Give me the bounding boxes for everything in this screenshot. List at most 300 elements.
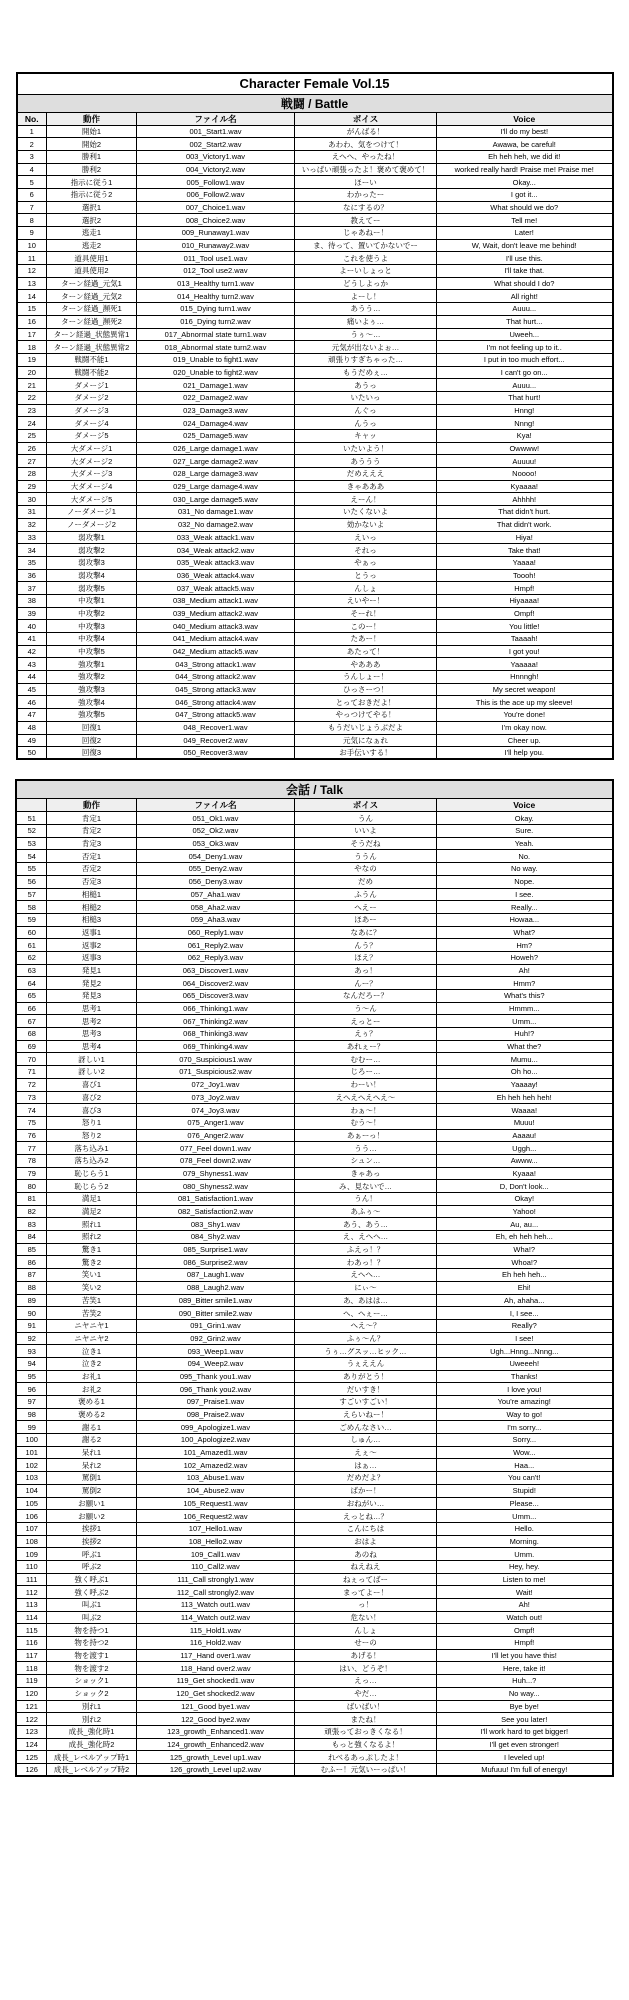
- voice-en-cell: Later!: [437, 227, 613, 240]
- table-row: [16, 1205, 612, 1218]
- table-row: [16, 1484, 612, 1497]
- voice-en-cell: Hey, hey.: [436, 1560, 612, 1573]
- table-row: [16, 1015, 612, 1028]
- filename-cell: 092_Grin2.wav: [136, 1332, 294, 1345]
- row-no-cell: 87: [16, 1269, 46, 1282]
- row-no-cell: 96: [16, 1383, 46, 1396]
- row-no-cell: 71: [16, 1066, 46, 1079]
- filename-cell: 072_Joy1.wav: [136, 1078, 294, 1091]
- action-cell: 肯定1: [46, 812, 136, 825]
- action-cell: 弱攻撃1: [47, 531, 137, 544]
- row-no-cell: 80: [16, 1180, 46, 1193]
- voice-jp-cell: あ、あはは…: [294, 1294, 436, 1307]
- table-row: [16, 1446, 612, 1459]
- voice-jp-cell: いたいっ: [295, 391, 437, 404]
- table-row: [16, 1294, 612, 1307]
- filename-cell: 049_Recover2.wav: [137, 734, 295, 747]
- row-no-cell: 46: [17, 696, 47, 709]
- voice-en-cell: Hiyaaaa!: [437, 594, 613, 607]
- row-no-cell: 113: [16, 1599, 46, 1612]
- voice-jp-cell: えへえへえへえ～: [294, 1091, 436, 1104]
- table-row: [17, 201, 613, 214]
- filename-cell: 083_Shy1.wav: [136, 1218, 294, 1231]
- voice-jp-cell: うんしょー！: [295, 671, 437, 684]
- voice-jp-cell: 危ない！: [294, 1611, 436, 1624]
- voice-en-cell: Okay...: [437, 176, 613, 189]
- action-cell: 戦闘不能1: [47, 353, 137, 366]
- row-no-cell: 59: [16, 913, 46, 926]
- voice-jp-cell: えぅ？: [294, 1028, 436, 1041]
- filename-cell: 011_Tool use1.wav: [137, 252, 295, 265]
- filename-cell: 123_growth_Enhanced1.wav: [136, 1725, 294, 1738]
- action-cell: 満足2: [46, 1205, 136, 1218]
- table-row: [16, 977, 612, 990]
- voice-jp-cell: むう～！: [294, 1116, 436, 1129]
- filename-cell: 125_growth_Level up1.wav: [136, 1751, 294, 1764]
- voice-en-cell: Auuu...: [437, 303, 613, 316]
- voice-jp-cell: にぃ～: [294, 1281, 436, 1294]
- action-cell: 成長_強化時2: [46, 1738, 136, 1751]
- action-cell: 成長_レベルアップ時2: [46, 1763, 136, 1776]
- voice-jp-cell: やあああ: [295, 658, 437, 671]
- table-row: [16, 875, 612, 888]
- row-no-cell: 28: [17, 468, 47, 481]
- table-row: [16, 1307, 612, 1320]
- table-row: [16, 1675, 612, 1688]
- voice-jp-cell: はぁ…: [294, 1459, 436, 1472]
- action-cell: 思考3: [46, 1028, 136, 1041]
- action-cell: ターン経過_瀕死1: [47, 303, 137, 316]
- action-cell: 逃走2: [47, 239, 137, 252]
- action-cell: 褒める1: [46, 1396, 136, 1409]
- voice-jp-cell: 頑張りすぎちゃった…: [295, 353, 437, 366]
- filename-cell: 073_Joy2.wav: [136, 1091, 294, 1104]
- voice-en-cell: Umm...: [436, 1510, 612, 1523]
- voice-jp-cell: ほえ？: [294, 951, 436, 964]
- voice-jp-cell: よーいしょっと: [295, 265, 437, 278]
- voice-jp-cell: えらいねー！: [294, 1408, 436, 1421]
- voice-en-cell: Howaa...: [436, 913, 612, 926]
- voice-jp-cell: あふぅ～: [294, 1205, 436, 1218]
- filename-cell: 077_Feel down1.wav: [136, 1142, 294, 1155]
- row-no-cell: 31: [17, 506, 47, 519]
- row-no-cell: 60: [16, 926, 46, 939]
- filename-cell: 045_Strong attack3.wav: [137, 683, 295, 696]
- action-cell: 中攻撃1: [47, 594, 137, 607]
- action-cell: 別れ2: [46, 1713, 136, 1726]
- action-cell: 返事1: [46, 926, 136, 939]
- voice-jp-cell: ふぅ～ん？: [294, 1332, 436, 1345]
- filename-cell: 036_Weak attack4.wav: [137, 569, 295, 582]
- table-row: [17, 252, 613, 265]
- voice-en-cell: Thanks!: [436, 1370, 612, 1383]
- voice-jp-cell: ほあー: [294, 913, 436, 926]
- action-cell: 返事2: [46, 939, 136, 952]
- voice-jp-cell: せーの: [294, 1637, 436, 1650]
- voice-jp-cell: あうっ: [295, 379, 437, 392]
- voice-jp-cell: うん！: [294, 1193, 436, 1206]
- filename-cell: 019_Unable to fight1.wav: [137, 353, 295, 366]
- action-cell: 罵倒1: [46, 1472, 136, 1485]
- filename-cell: 108_Hello2.wav: [136, 1535, 294, 1548]
- action-cell: 訝しい2: [46, 1066, 136, 1079]
- row-no-cell: 70: [16, 1053, 46, 1066]
- filename-cell: 048_Recover1.wav: [137, 721, 295, 734]
- action-cell: ショック2: [46, 1687, 136, 1700]
- voice-en-cell: Aaaau!: [436, 1129, 612, 1142]
- row-no-cell: 33: [17, 531, 47, 544]
- action-cell: ダメージ3: [47, 404, 137, 417]
- action-cell: 強く呼ぶ2: [46, 1586, 136, 1599]
- action-cell: 大ダメージ1: [47, 442, 137, 455]
- filename-cell: 006_Follow2.wav: [137, 188, 295, 201]
- action-cell: 弱攻撃5: [47, 582, 137, 595]
- row-no-cell: 84: [16, 1231, 46, 1244]
- voice-en-cell: Wow...: [436, 1446, 612, 1459]
- voice-en-cell: Hnng!: [437, 404, 613, 417]
- row-no-cell: 55: [16, 863, 46, 876]
- voice-en-cell: Yeah.: [436, 837, 612, 850]
- voice-en-cell: I got it...: [437, 188, 613, 201]
- filename-cell: 047_Strong attack5.wav: [137, 709, 295, 722]
- voice-en-cell: I'll work hard to get bigger!: [436, 1725, 612, 1738]
- row-no-cell: 74: [16, 1104, 46, 1117]
- voice-en-cell: Eh heh heh heh!: [436, 1091, 612, 1104]
- action-cell: 訝しい1: [46, 1053, 136, 1066]
- action-cell: 挨拶1: [46, 1522, 136, 1535]
- column-header-action: 動作: [47, 112, 137, 125]
- action-cell: 発見3: [46, 990, 136, 1003]
- voice-en-cell: Watch out!: [436, 1611, 612, 1624]
- filename-cell: 028_Large damage3.wav: [137, 468, 295, 481]
- voice-en-cell: You can't!: [436, 1472, 612, 1485]
- voice-en-cell: My secret weapon!: [437, 683, 613, 696]
- filename-cell: 043_Strong attack1.wav: [137, 658, 295, 671]
- filename-cell: 010_Runaway2.wav: [137, 239, 295, 252]
- filename-cell: 057_Aha1.wav: [136, 888, 294, 901]
- action-cell: 弱攻撃2: [47, 544, 137, 557]
- table-row: [17, 328, 613, 341]
- action-cell: 驚き2: [46, 1256, 136, 1269]
- table-row: [16, 1548, 612, 1561]
- voice-jp-cell: ほーい: [295, 176, 437, 189]
- row-no-cell: 24: [17, 417, 47, 430]
- voice-jp-cell: キャッ: [295, 430, 437, 443]
- table-row: [17, 442, 613, 455]
- voice-en-cell: Ah!: [436, 964, 612, 977]
- filename-cell: 101_Amazed1.wav: [136, 1446, 294, 1459]
- row-no-cell: 52: [16, 825, 46, 838]
- voice-en-cell: Oh ho...: [436, 1066, 612, 1079]
- voice-jp-cell: ごめんなさい…: [294, 1421, 436, 1434]
- voice-jp-cell: やっつけてやる！: [295, 709, 437, 722]
- table-row: [17, 480, 613, 493]
- table-row: [16, 1434, 612, 1447]
- filename-cell: 095_Thank you1.wav: [136, 1370, 294, 1383]
- voice-jp-cell: どうしよっか: [295, 277, 437, 290]
- filename-cell: 015_Dying turn1.wav: [137, 303, 295, 316]
- action-cell: 開始1: [47, 125, 137, 138]
- table-row: [16, 1586, 612, 1599]
- row-no-cell: 26: [17, 442, 47, 455]
- table-row: [17, 341, 613, 354]
- table-row: [16, 1700, 612, 1713]
- action-cell: 肯定3: [46, 837, 136, 850]
- row-no-cell: 73: [16, 1091, 46, 1104]
- voice-en-cell: Kya!: [437, 430, 613, 443]
- table-row: [17, 379, 613, 392]
- voice-en-cell: That didn't work.: [437, 518, 613, 531]
- row-no-cell: 45: [17, 683, 47, 696]
- voice-jp-cell: あわわ、気をつけて！: [295, 138, 437, 151]
- table-row: [16, 1167, 612, 1180]
- action-cell: ダメージ4: [47, 417, 137, 430]
- voice-jp-cell: なあに？: [294, 926, 436, 939]
- filename-cell: 085_Surprise1.wav: [136, 1243, 294, 1256]
- voice-jp-cell: いっぱい頑張ったよ！褒めて褒めて！: [295, 163, 437, 176]
- action-cell: 別れ1: [46, 1700, 136, 1713]
- action-cell: 否定1: [46, 850, 136, 863]
- action-cell: 選択1: [47, 201, 137, 214]
- voice-jp-cell: わぁ～！: [294, 1104, 436, 1117]
- voice-en-cell: All right!: [437, 290, 613, 303]
- filename-cell: 051_Ok1.wav: [136, 812, 294, 825]
- voice-jp-cell: やぁっ: [295, 556, 437, 569]
- table-row: [16, 1002, 612, 1015]
- voice-jp-cell: きゃあああ: [295, 480, 437, 493]
- voice-jp-cell: ねぇってばー: [294, 1573, 436, 1586]
- voice-jp-cell: えっとね…？: [294, 1510, 436, 1523]
- voice-jp-cell: まってよー！: [294, 1586, 436, 1599]
- table-row: [17, 607, 613, 620]
- voice-en-cell: Eh heh heh, we did it!: [437, 150, 613, 163]
- voice-jp-cell: えへへ、やったね！: [295, 150, 437, 163]
- filename-cell: 007_Choice1.wav: [137, 201, 295, 214]
- voice-jp-cell: 効かないよ: [295, 518, 437, 531]
- table-row: [16, 1713, 612, 1726]
- filename-cell: 017_Abnormal state turn1.wav: [137, 328, 295, 341]
- filename-cell: 046_Strong attack4.wav: [137, 696, 295, 709]
- row-no-cell: 100: [16, 1434, 46, 1447]
- voice-en-cell: I'll let you have this!: [436, 1649, 612, 1662]
- voice-jp-cell: うぅ…グスッ…ヒック…: [294, 1345, 436, 1358]
- action-cell: 道具使用2: [47, 265, 137, 278]
- voice-en-cell: Listen to me!: [436, 1573, 612, 1586]
- voice-jp-cell: うぅ～…: [295, 328, 437, 341]
- row-no-cell: 61: [16, 939, 46, 952]
- action-cell: 思考1: [46, 1002, 136, 1015]
- voice-jp-cell: んー？: [294, 977, 436, 990]
- voice-jp-cell: きゃあっ: [294, 1167, 436, 1180]
- filename-cell: 084_Shy2.wav: [136, 1231, 294, 1244]
- table-row: [16, 888, 612, 901]
- page-title: Character Female Vol.15: [17, 73, 613, 94]
- voice-jp-cell: えいやー！: [295, 594, 437, 607]
- talk-section-heading: 会話 / Talk: [16, 780, 612, 799]
- filename-cell: 074_Joy3.wav: [136, 1104, 294, 1117]
- talk-column-header-row: [16, 799, 612, 812]
- row-no-cell: 114: [16, 1611, 46, 1624]
- row-no-cell: 6: [17, 188, 47, 201]
- voice-jp-cell: あれぇー？: [294, 1040, 436, 1053]
- voice-jp-cell: あう、あう…: [294, 1218, 436, 1231]
- voice-en-cell: Uweeeh!: [436, 1357, 612, 1370]
- action-cell: ニヤニヤ1: [46, 1319, 136, 1332]
- row-no-cell: 90: [16, 1307, 46, 1320]
- voice-jp-cell: もっと強くなるよ！: [294, 1738, 436, 1751]
- row-no-cell: 107: [16, 1522, 46, 1535]
- filename-cell: 087_Laugh1.wav: [136, 1269, 294, 1282]
- voice-jp-cell: んうっ: [295, 417, 437, 430]
- filename-cell: 035_Weak attack3.wav: [137, 556, 295, 569]
- voice-jp-cell: え、えへへ…: [294, 1231, 436, 1244]
- filename-cell: 030_Large damage5.wav: [137, 493, 295, 506]
- table-row: [16, 1180, 612, 1193]
- table-row: [16, 1116, 612, 1129]
- voice-jp-cell: 教えてー: [295, 214, 437, 227]
- row-no-cell: 7: [17, 201, 47, 214]
- row-no-cell: 14: [17, 290, 47, 303]
- filename-cell: 042_Medium attack5.wav: [137, 645, 295, 658]
- voice-en-cell: Muuu!: [436, 1116, 612, 1129]
- row-no-cell: 106: [16, 1510, 46, 1523]
- action-cell: 発見1: [46, 964, 136, 977]
- voice-en-cell: Kyaaaa!: [437, 480, 613, 493]
- row-no-cell: 62: [16, 951, 46, 964]
- table-row: [16, 1078, 612, 1091]
- row-no-cell: 83: [16, 1218, 46, 1231]
- filename-cell: 064_Discover2.wav: [136, 977, 294, 990]
- talk-section-row: [16, 780, 612, 799]
- table-row: [17, 227, 613, 240]
- column-header-voice-en: Voice: [437, 112, 613, 125]
- action-cell: 照れ1: [46, 1218, 136, 1231]
- filename-cell: 104_Abuse2.wav: [136, 1484, 294, 1497]
- table-row: [17, 582, 613, 595]
- filename-cell: 082_Satisfaction2.wav: [136, 1205, 294, 1218]
- voice-jp-cell: 痛いよぅ…: [295, 315, 437, 328]
- voice-jp-cell: あげる！: [294, 1649, 436, 1662]
- voice-en-cell: Taaaah!: [437, 633, 613, 646]
- voice-jp-cell: わーい！: [294, 1078, 436, 1091]
- action-cell: 指示に従う2: [47, 188, 137, 201]
- voice-jp-cell: れべるあっぷしたよ！: [294, 1751, 436, 1764]
- row-no-cell: 89: [16, 1294, 46, 1307]
- action-cell: 相槌2: [46, 901, 136, 914]
- voice-jp-cell: そうだね: [294, 837, 436, 850]
- voice-jp-cell: とっておきだよ！: [295, 696, 437, 709]
- action-cell: お礼2: [46, 1383, 136, 1396]
- action-cell: 落ち込み2: [46, 1154, 136, 1167]
- voice-en-cell: Huh...?: [436, 1675, 612, 1688]
- action-cell: ノーダメージ2: [47, 518, 137, 531]
- row-no-cell: 78: [16, 1154, 46, 1167]
- table-row: [17, 594, 613, 607]
- voice-en-cell: I put in too much effort...: [437, 353, 613, 366]
- voice-jp-cell: っ！: [294, 1599, 436, 1612]
- voice-en-cell: Auuuu!: [437, 455, 613, 468]
- row-no-cell: 10: [17, 239, 47, 252]
- voice-jp-cell: えいっ: [295, 531, 437, 544]
- voice-en-cell: You're amazing!: [436, 1396, 612, 1409]
- voice-en-cell: Stupid!: [436, 1484, 612, 1497]
- voice-jp-cell: うぇええん: [294, 1357, 436, 1370]
- row-no-cell: 16: [17, 315, 47, 328]
- voice-jp-cell: う～ん: [294, 1002, 436, 1015]
- row-no-cell: 63: [16, 964, 46, 977]
- action-cell: 回復3: [47, 747, 137, 760]
- filename-cell: 107_Hello1.wav: [136, 1522, 294, 1535]
- voice-jp-cell: えぇ～: [294, 1446, 436, 1459]
- table-row: [16, 951, 612, 964]
- filename-cell: 038_Medium attack1.wav: [137, 594, 295, 607]
- row-no-cell: 120: [16, 1687, 46, 1700]
- table-row: [16, 1573, 612, 1586]
- filename-cell: 063_Discover1.wav: [136, 964, 294, 977]
- filename-cell: 041_Medium attack4.wav: [137, 633, 295, 646]
- voice-en-cell: Ehi!: [436, 1281, 612, 1294]
- row-no-cell: 50: [17, 747, 47, 760]
- battle-table-body: [17, 125, 613, 759]
- battle-section-heading: 戦闘 / Battle: [17, 94, 613, 112]
- row-no-cell: 13: [17, 277, 47, 290]
- voice-jp-cell: いたいよう！: [295, 442, 437, 455]
- table-row: [16, 1129, 612, 1142]
- action-cell: 思考4: [46, 1040, 136, 1053]
- filename-cell: 118_Hand over2.wav: [136, 1662, 294, 1675]
- voice-en-cell: Yaaaaa!: [437, 658, 613, 671]
- voice-en-cell: What?: [436, 926, 612, 939]
- table-row: [16, 1560, 612, 1573]
- row-no-cell: 124: [16, 1738, 46, 1751]
- row-no-cell: 36: [17, 569, 47, 582]
- action-cell: ニヤニヤ2: [46, 1332, 136, 1345]
- voice-en-cell: I'm not feeling up to it..: [437, 341, 613, 354]
- action-cell: ターン経過_元気2: [47, 290, 137, 303]
- table-row: [16, 1459, 612, 1472]
- filename-cell: 050_Recover3.wav: [137, 747, 295, 760]
- action-cell: ターン経過_状態異常1: [47, 328, 137, 341]
- row-no-cell: 97: [16, 1396, 46, 1409]
- voice-en-cell: Okay!: [436, 1193, 612, 1206]
- voice-en-cell: Hmmm...: [436, 1002, 612, 1015]
- voice-en-cell: I'll take that.: [437, 265, 613, 278]
- row-no-cell: 98: [16, 1408, 46, 1421]
- row-no-cell: 103: [16, 1472, 46, 1485]
- action-cell: ダメージ2: [47, 391, 137, 404]
- voice-jp-cell: たあー！: [295, 633, 437, 646]
- action-cell: 開始2: [47, 138, 137, 151]
- table-row: [16, 1040, 612, 1053]
- voice-jp-cell: これを使うよ: [295, 252, 437, 265]
- voice-jp-cell: わあっ！？: [294, 1256, 436, 1269]
- action-cell: 中攻撃2: [47, 607, 137, 620]
- table-row: [16, 1687, 612, 1700]
- action-cell: 泣き1: [46, 1345, 136, 1358]
- action-cell: 喜び2: [46, 1091, 136, 1104]
- action-cell: 怒り2: [46, 1129, 136, 1142]
- voice-jp-cell: シュン…: [294, 1154, 436, 1167]
- voice-en-cell: Bye bye!: [436, 1700, 612, 1713]
- table-row: [16, 1522, 612, 1535]
- filename-cell: 001_Start1.wav: [137, 125, 295, 138]
- row-no-cell: 41: [17, 633, 47, 646]
- filename-cell: 032_No damage2.wav: [137, 518, 295, 531]
- action-cell: 回復2: [47, 734, 137, 747]
- action-cell: 相槌3: [46, 913, 136, 926]
- voice-jp-cell: はい、どうぞ！: [294, 1662, 436, 1675]
- table-row: [16, 926, 612, 939]
